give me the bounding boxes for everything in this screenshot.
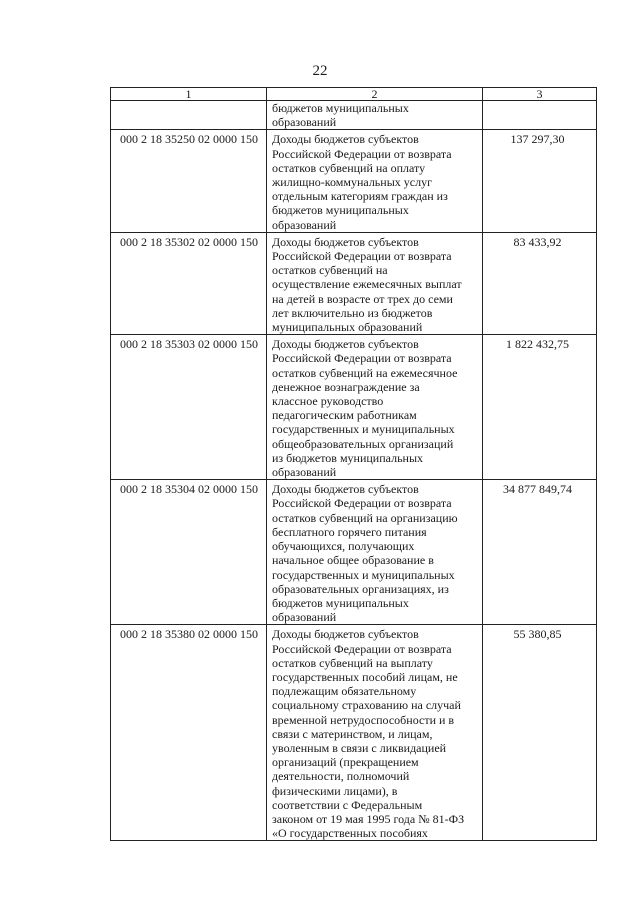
table-row xyxy=(111,232,597,334)
name-line: социальному страхованию на случай xyxy=(272,698,461,713)
name-line: «О государственных пособиях xyxy=(272,826,428,841)
name-line: отдельным категориям граждан из xyxy=(272,189,448,204)
name-line: деятельности, полномочий xyxy=(272,769,410,784)
name-cell xyxy=(267,101,483,130)
name-line: муниципальных образований xyxy=(272,320,423,335)
name-line: государственных и муниципальных xyxy=(272,567,455,582)
table-row xyxy=(111,130,597,232)
table-row xyxy=(111,625,597,841)
name-line: соответствии с Федеральным xyxy=(272,797,423,812)
name-line: из бюджетов муниципальных xyxy=(272,450,424,465)
name-line: подлежащим обязательному xyxy=(272,684,417,699)
name-line: Доходы бюджетов субъектов xyxy=(272,482,419,497)
name-cell xyxy=(267,130,483,232)
name-line: образований xyxy=(272,217,337,232)
name-line: остатков субвенций на ежемесячное xyxy=(272,365,458,380)
name-line: обучающихся, получающих xyxy=(272,539,415,554)
name-line: остатков субвенций на организацию xyxy=(272,510,458,525)
name-cell xyxy=(267,232,483,334)
name-line: государственных пособий лицам, не xyxy=(272,669,458,684)
name-line: Российской Федерации от возврата xyxy=(272,249,452,264)
name-line: физическими лицами), в xyxy=(272,783,398,798)
name-line: начальное общее образование в xyxy=(272,553,434,568)
name-line: жилищно-коммунальных услуг xyxy=(272,175,432,190)
name-line: бюджетов муниципальных xyxy=(272,203,409,218)
name-line: образований xyxy=(272,465,337,480)
code-cell: 000 2 18 35304 02 0000 150 xyxy=(111,480,267,625)
name-line: Доходы бюджетов субъектов xyxy=(272,337,419,352)
amount-cell xyxy=(483,101,597,130)
name-line: Доходы бюджетов субъектов xyxy=(272,627,419,642)
name-line: на детей в возрасте от трех до семи xyxy=(272,291,453,306)
name-cell xyxy=(267,480,483,625)
amount-cell: 137 297,30 xyxy=(483,130,597,232)
name-line: остатков субвенций на xyxy=(272,263,388,278)
column-header-2: 2 xyxy=(267,88,483,101)
code-cell: 000 2 18 35250 02 0000 150 xyxy=(111,130,267,232)
name-line: классное руководство xyxy=(272,394,384,409)
page-number: 22 xyxy=(312,63,328,79)
name-line: Российской Федерации от возврата xyxy=(272,496,452,511)
table-row xyxy=(111,335,597,480)
name-line: государственных и муниципальных xyxy=(272,422,455,437)
code-cell: 000 2 18 35302 02 0000 150 xyxy=(111,232,267,334)
name-line: остатков субвенций на оплату xyxy=(272,160,426,175)
name-line: Доходы бюджетов субъектов xyxy=(272,132,419,147)
name-line: Российской Федерации от возврата xyxy=(272,351,452,366)
name-line: образований xyxy=(272,610,337,625)
name-line: общеобразовательных организаций xyxy=(272,436,454,451)
name-cell xyxy=(267,335,483,480)
name-line: остатков субвенций на выплату xyxy=(272,655,433,670)
name-line: бюджетов муниципальных xyxy=(272,101,409,115)
amount-cell: 55 380,85 xyxy=(483,625,597,841)
name-line: связи с материнством, и лицам, xyxy=(272,726,433,741)
column-header-1: 1 xyxy=(111,88,267,101)
code-cell: 000 2 18 35303 02 0000 150 xyxy=(111,335,267,480)
name-line: образовательных организациях, из xyxy=(272,581,449,596)
name-line: образований xyxy=(272,115,337,130)
column-header-3: 3 xyxy=(483,88,597,101)
name-line: осуществление ежемесячных выплат xyxy=(272,277,462,292)
name-line: законом от 19 мая 1995 года № 81-ФЗ xyxy=(272,811,465,826)
amount-cell: 34 877 849,74 xyxy=(483,480,597,625)
table-row xyxy=(111,480,597,625)
name-line: Доходы бюджетов субъектов xyxy=(272,234,419,249)
budget-revenue-table xyxy=(110,87,597,841)
amount-cell: 1 822 432,75 xyxy=(483,335,597,480)
name-line: Российской Федерации от возврата xyxy=(272,146,452,161)
name-line: временной нетрудоспособности и в xyxy=(272,712,455,727)
code-cell xyxy=(111,101,267,130)
name-line: бесплатного горячего питания xyxy=(272,524,427,539)
table-header-row xyxy=(111,88,597,101)
code-cell: 000 2 18 35380 02 0000 150 xyxy=(111,625,267,841)
amount-cell: 83 433,92 xyxy=(483,232,597,334)
name-line: педагогическим работникам xyxy=(272,408,417,423)
table-row-continuation xyxy=(111,101,597,130)
name-line: бюджетов муниципальных xyxy=(272,595,409,610)
name-line: лет включительно из бюджетов xyxy=(272,305,433,320)
name-line: уволенным в связи с ликвидацией xyxy=(272,740,447,755)
name-line: организаций (прекращением xyxy=(272,755,419,770)
name-cell xyxy=(267,625,483,841)
name-line: Российской Федерации от возврата xyxy=(272,641,452,656)
name-line: денежное вознаграждение за xyxy=(272,379,420,394)
